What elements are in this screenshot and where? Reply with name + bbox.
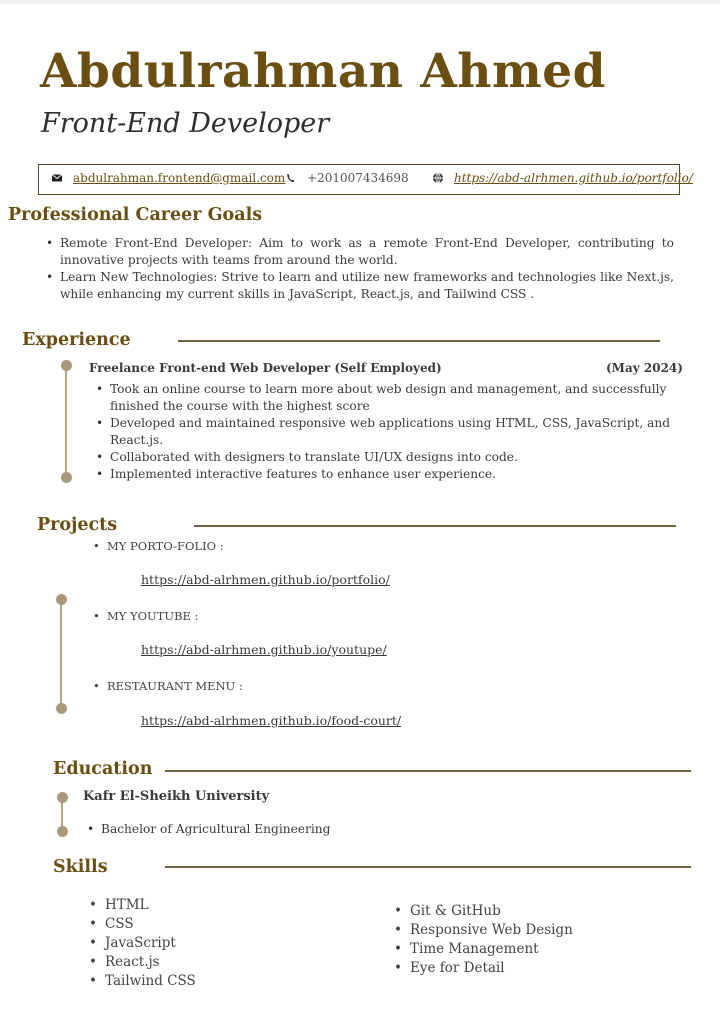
experience-rule (178, 340, 660, 342)
contact-portfolio (432, 171, 693, 185)
university-name: Kafr El-Sheikh University (83, 789, 270, 804)
candidate-role: Front-End Developer (41, 108, 330, 139)
timeline-dot (57, 826, 68, 837)
contact-email (51, 171, 285, 185)
experience-list (96, 381, 708, 483)
education-rule (165, 770, 691, 772)
experience-timeline (65, 366, 67, 478)
skill-item: • Time Management (394, 940, 573, 959)
projects-heading: Projects (37, 515, 118, 535)
top-border (0, 0, 720, 4)
project-label: • MY PORTO-FOLIO : (93, 539, 224, 553)
experience-item: • Took an online course to learn more about web design and management, and successfully finished the course with the highest score (96, 381, 708, 415)
project-link[interactable]: https://abd-alrhmen.github.io/food-court/ (141, 713, 402, 728)
contact-phone (285, 171, 409, 185)
project-label: • MY YOUTUBE : (93, 609, 198, 623)
education-list (87, 821, 487, 838)
skill-item: • Git & GitHub (394, 902, 573, 921)
goals-heading: Professional Career Goals (8, 205, 263, 225)
job-title: Freelance Front-end Web Developer (Self Employed) (89, 361, 442, 375)
project-link[interactable]: https://abd-alrhmen.github.io/portfolio/ (141, 572, 390, 587)
experience-item: • Implemented interactive features to enhance user experience. (96, 466, 708, 483)
goal-item: • Remote Front-End Developer: Aim to work as a remote Front-End Developer, contributing to innovative projects with teams from around the world. (46, 235, 674, 269)
experience-heading: Experience (22, 330, 131, 350)
skill-item: • Responsive Web Design (394, 921, 573, 940)
goals-list (46, 235, 674, 303)
education-heading: Education (53, 759, 153, 779)
skills-heading: Skills (53, 857, 108, 877)
timeline-dot (56, 594, 67, 605)
timeline-dot (61, 360, 72, 371)
skills-left-list (89, 896, 196, 991)
skills-rule (165, 866, 691, 868)
skills-right-list (394, 902, 573, 978)
degree-item: • Bachelor of Agricultural Engineering (87, 821, 487, 838)
skill-item: • CSS (89, 915, 196, 934)
phone-icon (285, 172, 297, 184)
skill-item: • React.js (89, 953, 196, 972)
timeline-dot (57, 792, 68, 803)
portfolio-link[interactable]: https://abd-alrhmen.github.io/portfolio/ (454, 171, 693, 185)
timeline-dot (56, 703, 67, 714)
skill-item: • JavaScript (89, 934, 196, 953)
contact-box (38, 164, 693, 195)
skill-item: • Eye for Detail (394, 959, 573, 978)
skill-item: • Tailwind CSS (89, 972, 196, 991)
candidate-name: Abdulrahman Ahmed (40, 44, 606, 99)
email-link[interactable]: abdulrahman.frontend@gmail.com (73, 171, 286, 185)
skill-item: • HTML (89, 896, 196, 915)
globe-icon (432, 172, 444, 184)
project-label: • RESTAURANT MENU : (93, 679, 243, 693)
projects-timeline (60, 604, 62, 708)
phone-number: +201007434698 (307, 171, 409, 185)
project-link[interactable]: https://abd-alrhmen.github.io/youtupe/ (141, 642, 387, 657)
experience-item: • Collaborated with designers to translate UI/UX designs into code. (96, 449, 708, 466)
job-date: (May 2024) (606, 361, 683, 375)
projects-rule (194, 525, 676, 527)
goal-item: • Learn New Technologies: Strive to learn and utilize new frameworks and technologies like Next.js, while enhancing my current skills in JavaScript, React.js, and Tailwind CSS . (46, 269, 674, 303)
envelope-icon (51, 172, 63, 184)
experience-item: • Developed and maintained responsive web applications using HTML, CSS, JavaScript, and React.js. (96, 415, 708, 449)
timeline-dot (61, 472, 72, 483)
